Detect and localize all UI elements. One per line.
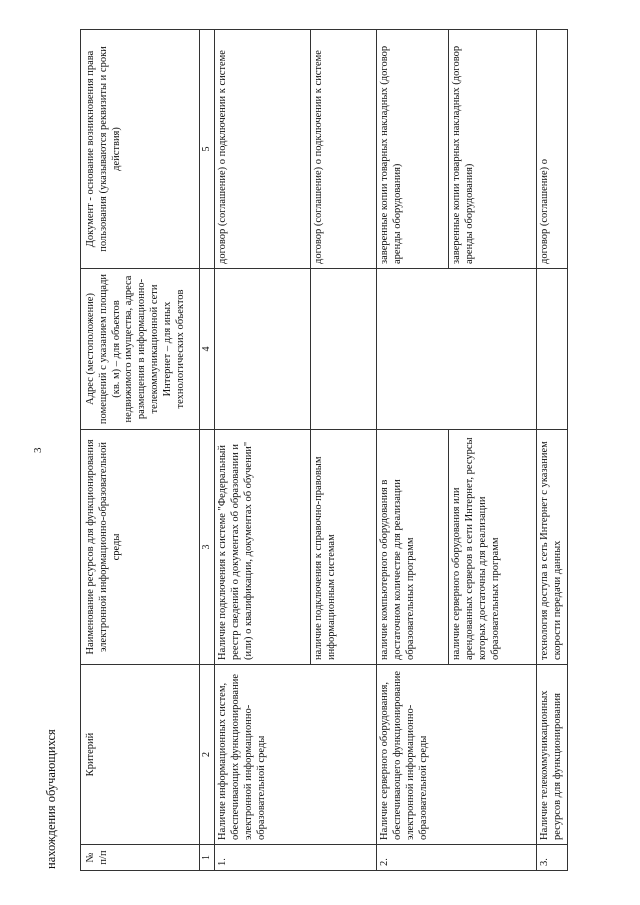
resource-address bbox=[215, 269, 311, 430]
text-fragment: нахождения обучающихся bbox=[44, 729, 58, 869]
column-number-row bbox=[200, 30, 215, 871]
resource-address bbox=[537, 269, 568, 430]
resource-name: наличие компьютерного оборудования в достаточном количестве для реализации образовательных программ bbox=[377, 430, 449, 665]
resource-name: наличие серверного оборудования или арендованных серверов в сети Интернет, ресурсы которых достаточны для реализации образовательных программ bbox=[449, 430, 537, 665]
criterion-cell: Наличие телекоммуникационных ресурсов для функционирования bbox=[537, 665, 568, 845]
criterion-cell: Наличие серверного оборудования, обеспечивающего функционирование электронной информационно-образовательной среды bbox=[377, 665, 537, 845]
resource-name: наличие подключения к справочно-правовым информационным системам bbox=[311, 430, 377, 665]
row-number: 3. bbox=[537, 845, 568, 871]
resource-document: договор (соглашение) о подключении к системе bbox=[215, 30, 311, 269]
resource-address bbox=[311, 269, 377, 430]
header-document: Документ - основание возникновения права пользования (указываются реквизиты и сроки действия) bbox=[81, 30, 200, 269]
header-criterion: Критерий bbox=[81, 665, 200, 845]
criterion-cell: Наличие информационных систем, обеспечивающих функционирование электронной информационно-образовательной среды bbox=[215, 665, 377, 845]
column-number: 3 bbox=[200, 430, 215, 665]
table-header-row bbox=[81, 30, 200, 871]
resource-address bbox=[377, 269, 537, 430]
column-number: 2 bbox=[200, 665, 215, 845]
resources-table bbox=[80, 29, 568, 871]
column-number: 4 bbox=[200, 269, 215, 430]
page-number: 3 bbox=[32, 447, 44, 453]
resource-document: заверенные копии товарных накладных (договор аренды оборудования) bbox=[449, 30, 537, 269]
row-number: 1. bbox=[215, 845, 377, 871]
column-number: 5 bbox=[200, 30, 215, 269]
header-number: № п/п bbox=[81, 845, 200, 871]
header-resources: Наименование ресурсов для функционирования электронной информационно-образовательной среды bbox=[81, 430, 200, 665]
table-row bbox=[215, 30, 311, 871]
resource-document: договор (соглашение) о bbox=[537, 30, 568, 269]
resource-document: договор (соглашение) о подключении к системе bbox=[311, 30, 377, 269]
column-number: 1 bbox=[200, 845, 215, 871]
resource-name: технология доступа в сеть Интернет с указанием скорости передачи данных bbox=[537, 430, 568, 665]
resource-name: Наличие подключения к системе "Федеральный реестр сведений о документах об образовании и (или) о квалификации, документах об обучении" bbox=[215, 430, 311, 665]
resource-document: заверенные копии товарных накладных (договор аренды оборудования) bbox=[377, 30, 449, 269]
header-address: Адрес (местоположение) помещений с указанием площади (кв. м) – для объектов недвижимого имущества, адреса размещения в информационно-телекоммуникационной сети Интернет – для иных технологических объектов bbox=[81, 269, 200, 430]
table-row bbox=[537, 30, 568, 871]
table-row bbox=[377, 30, 449, 871]
row-number: 2. bbox=[377, 845, 537, 871]
